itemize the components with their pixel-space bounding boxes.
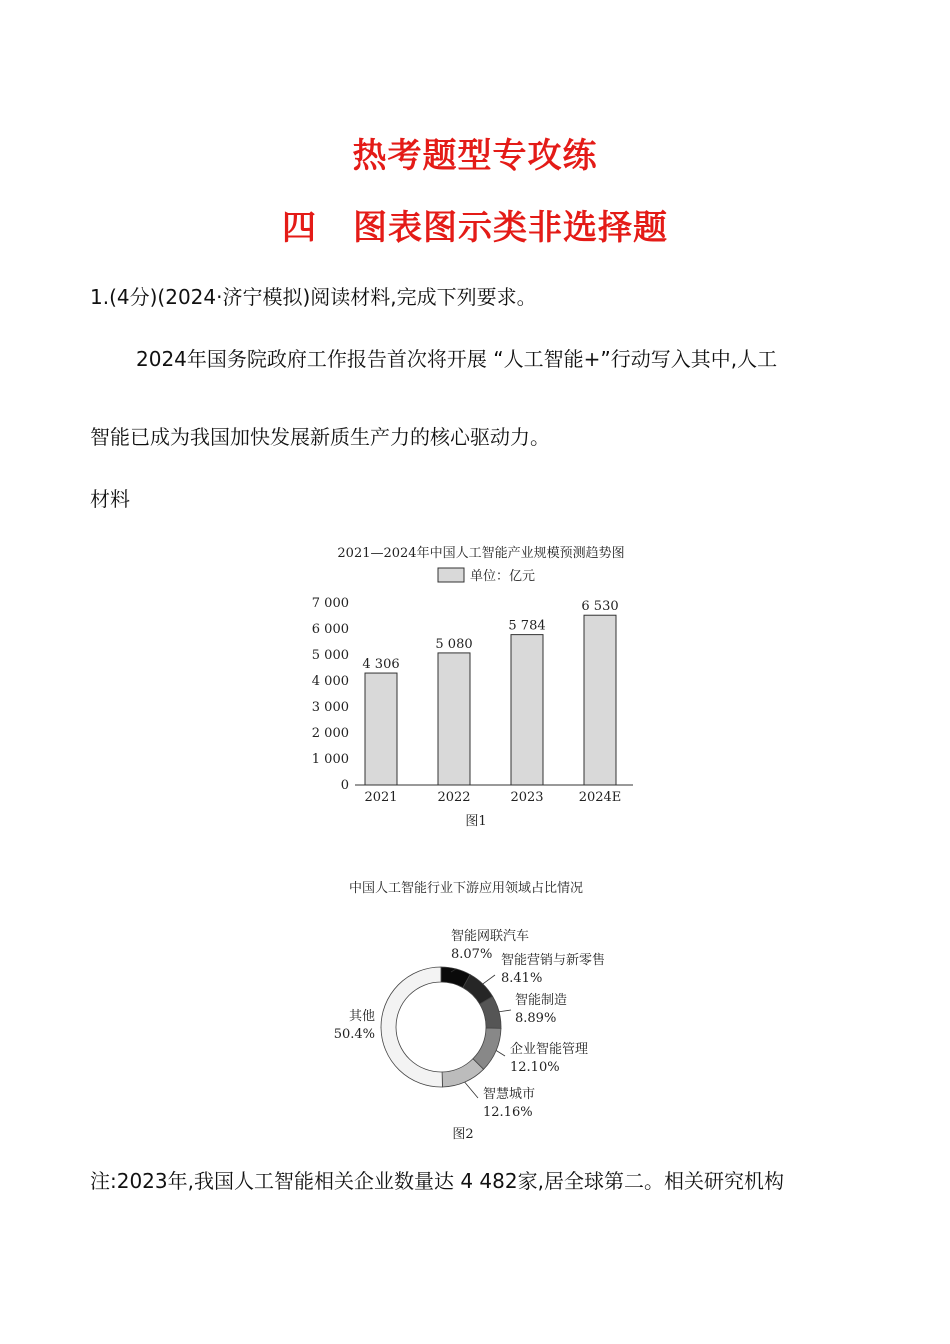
- chart2-title: 中国人工智能行业下游应用领域占比情况: [348, 881, 584, 896]
- chart1-bar: [438, 653, 470, 785]
- chart1-value-label: 6 530: [581, 599, 619, 615]
- chart1-title: 2021—2024年中国人工智能产业规模预测趋势图: [337, 546, 625, 561]
- chart2-slice-name: 智能网联汽车: [451, 929, 530, 944]
- chart1-value-label: 5 784: [508, 618, 546, 634]
- chart1-ytick-label: 5 000: [311, 648, 349, 663]
- intro-line-2: 智能已成为我国加快发展新质生产力的核心驱动力。: [90, 425, 550, 449]
- chart2-slice-pct: 8.41%: [501, 971, 543, 986]
- note-text: 注:2023年,我国人工智能相关企业数量达 4 482家,居全球第二。相关研究机构: [90, 1169, 784, 1193]
- chart1-caption: 图1: [465, 814, 487, 829]
- figure-1-bar-chart: [0, 535, 950, 835]
- section-title: 图表图示类非选择题: [353, 208, 668, 248]
- chart2-slice-name: 其他: [348, 1009, 375, 1024]
- chart1-bar: [365, 673, 397, 785]
- chart2-leader-line: [496, 1051, 505, 1056]
- chart2-slice: [381, 967, 442, 1087]
- chart1-category-label: 2024E: [578, 790, 622, 805]
- chart2-slice-name: 智能营销与新零售: [501, 953, 606, 968]
- chart1-bar: [511, 635, 543, 785]
- chart2-slice-pct: 50.4%: [333, 1027, 375, 1042]
- chart2-slice-name: 企业智能管理: [510, 1042, 589, 1057]
- chart1-value-label: 5 080: [435, 636, 473, 652]
- material-label: 材料: [90, 487, 130, 511]
- chart1-category-label: 2023: [510, 790, 544, 805]
- section-number: 四: [282, 208, 317, 248]
- chart2-leader-line: [483, 975, 495, 984]
- chart1-bar: [584, 615, 616, 785]
- chart2-leader-line: [499, 1010, 511, 1012]
- chart2-slice-name: 智慧城市: [483, 1087, 536, 1102]
- chart2-slice-name: 智能制造: [515, 993, 568, 1008]
- chart2-slice-pct: 12.10%: [510, 1060, 560, 1075]
- chart2-caption: 图2: [452, 1127, 474, 1142]
- chart1-ytick-label: 4 000: [311, 674, 349, 689]
- chart1-category-label: 2021: [364, 790, 398, 805]
- chart2-slice-pct: 8.07%: [451, 947, 493, 962]
- chart1-value-label: 4 306: [362, 657, 400, 673]
- chart1-ytick-label: 3 000: [311, 700, 349, 715]
- chart1-ytick-label: 2 000: [311, 726, 349, 741]
- question-stem: 1.(4分)(2024·济宁模拟)阅读材料,完成下列要求。: [90, 285, 537, 309]
- chart1-ytick-label: 1 000: [311, 752, 349, 767]
- title-line-1: 热考题型专攻练: [352, 136, 598, 176]
- chart1-ytick-label: 7 000: [311, 596, 349, 611]
- chart1-ytick-label: 0: [340, 778, 349, 793]
- title-line-2: [0, 200, 950, 249]
- chart2-slice: [442, 1059, 483, 1087]
- chart2-leader-line: [465, 1082, 478, 1098]
- chart1-legend-label: 单位：亿元: [470, 569, 536, 584]
- chart1-category-label: 2022: [437, 790, 471, 805]
- chart1-ytick-label: 6 000: [311, 622, 349, 637]
- figure-2-donut-chart: [0, 870, 950, 1150]
- chart2-slice-pct: 12.16%: [483, 1105, 533, 1120]
- chart2-slice-pct: 8.89%: [515, 1011, 557, 1026]
- intro-line-1: 2024年国务院政府工作报告首次将开展 “人工智能+”行动写入其中,人工: [136, 347, 778, 371]
- chart1-legend-swatch: [438, 568, 464, 582]
